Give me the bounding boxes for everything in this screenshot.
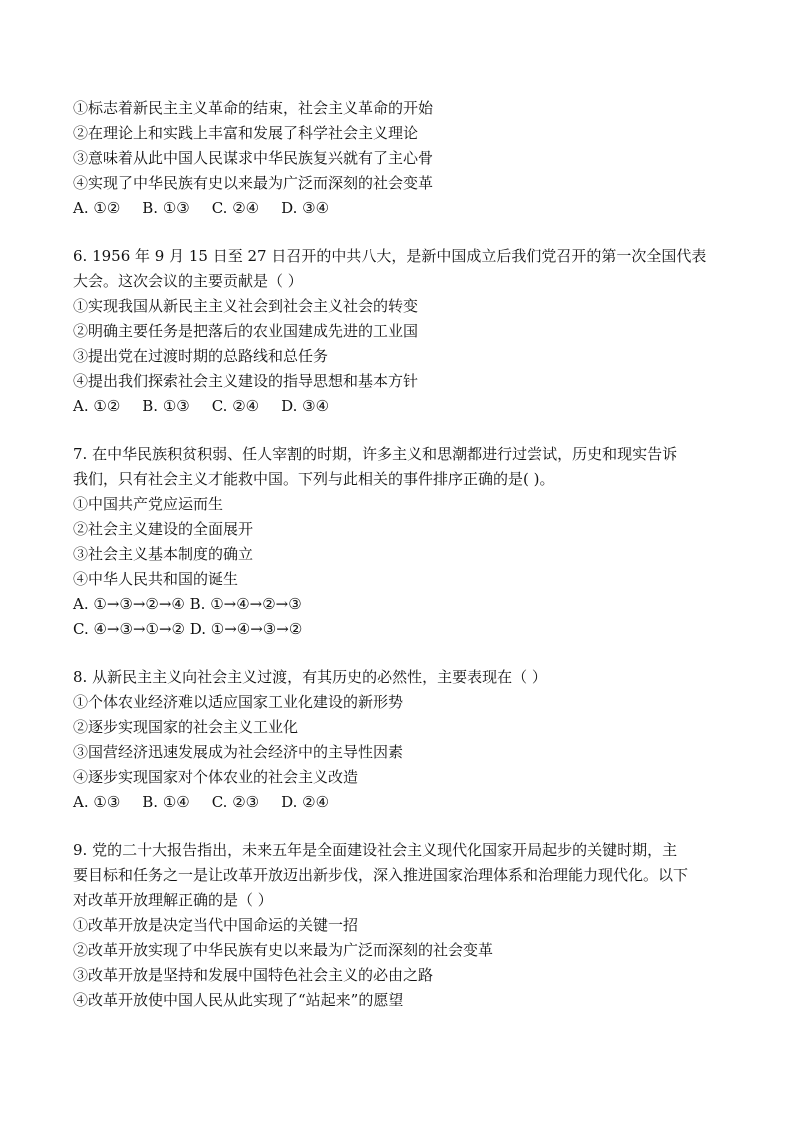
q6-option-c: C. ②④ <box>211 397 260 415</box>
question-9 <box>73 838 733 1013</box>
q6-option-b: B. ①③ <box>142 397 190 415</box>
q8-option-b: B. ①④ <box>142 793 190 811</box>
q9-stem-line-2: 要目标和任务之一是让改革开放迈出新步伐，深入推进国家治理体系和治理能力现代化。以下 <box>73 866 689 884</box>
q8-option-d: D. ②④ <box>281 793 330 811</box>
q9-statement-3: ③改革开放是坚持和发展中国特色社会主义的必由之路 <box>73 966 434 984</box>
q6-statement-1: ①实现我国从新民主主义社会到社会主义社会的转变 <box>73 297 419 315</box>
q6-statement-2: ②明确主要任务是把落后的农业国建成先进的工业国 <box>73 322 419 340</box>
q7-options-line-1: A. ①→③→②→④ B. ①→④→②→③ <box>73 595 302 613</box>
q5-option-a: A. ①② <box>73 199 121 217</box>
q5-options <box>73 196 733 221</box>
q7-statement-2: ②社会主义建设的全面展开 <box>73 520 254 538</box>
q5-option-b: B. ①③ <box>142 199 190 217</box>
q9-statement-4: ④改革开放使中国人民从此实现了“站起来”的愿望 <box>73 991 404 1009</box>
q6-statement-3: ③提出党在过渡时期的总路线和总任务 <box>73 347 329 365</box>
q8-statement-4: ④逐步实现国家对个体农业的社会主义改造 <box>73 768 359 786</box>
q5-option-c: C. ②④ <box>211 199 260 217</box>
q8-statement-3: ③国营经济迅速发展成为社会经济中的主导性因素 <box>73 743 404 761</box>
q7-stem-line-2: 我们，只有社会主义才能救中国。下列与此相关的事件排序正确的是( )。 <box>73 470 555 488</box>
q9-stem-line-3: 对改革开放理解正确的是（ ） <box>73 891 273 909</box>
q9-statement-2: ②改革开放实现了中华民族有史以来最为广泛而深刻的社会变革 <box>73 941 494 959</box>
q6-option-a: A. ①② <box>73 397 121 415</box>
q8-statement-2: ②逐步实现国家的社会主义工业化 <box>73 718 299 736</box>
q9-statement-1: ①改革开放是决定当代中国命运的关键一招 <box>73 916 359 934</box>
question-7 <box>73 442 733 642</box>
q7-statement-3: ③社会主义基本制度的确立 <box>73 545 254 563</box>
q6-options <box>73 394 733 419</box>
q7-statement-1: ①中国共产党应运而生 <box>73 495 224 513</box>
q5-statement-4: ④实现了中华民族有史以来最为广泛而深刻的社会变革 <box>73 174 434 192</box>
q8-stem: 8. 从新民主主义向社会主义过渡，有其历史的必然性，主要表现在（ ） <box>73 668 547 686</box>
q8-option-c: C. ②③ <box>211 793 260 811</box>
question-6 <box>73 244 733 419</box>
q5-statement-2: ②在理论上和实践上丰富和发展了科学社会主义理论 <box>73 124 419 142</box>
q7-options-line-2: C. ④→③→①→② D. ①→④→③→② <box>73 620 303 638</box>
q9-stem-line-1: 9. 党的二十大报告指出，未来五年是全面建设社会主义现代化国家开局起步的关键时期，主 <box>73 841 678 859</box>
q8-options <box>73 790 733 815</box>
q6-stem-line-1: 6. 1956 年 9 月 15 日至 27 日召开的中共八大，是新中国成立后我们党召开的第一次全国代表 <box>73 247 707 265</box>
q7-statement-4: ④中华人民共和国的诞生 <box>73 570 239 588</box>
document-page <box>73 96 733 1036</box>
q5-statement-1: ①标志着新民主主义革命的结束，社会主义革命的开始 <box>73 99 434 117</box>
question-8 <box>73 665 733 815</box>
q6-stem-line-2: 大会。这次会议的主要贡献是（ ） <box>73 272 303 290</box>
q6-option-d: D. ③④ <box>281 397 330 415</box>
q6-statement-4: ④提出我们探索社会主义建设的指导思想和基本方针 <box>73 372 419 390</box>
q5-statement-3: ③意味着从此中国人民谋求中华民族复兴就有了主心骨 <box>73 149 434 167</box>
question-5-tail <box>73 96 733 221</box>
q7-stem-line-1: 7. 在中华民族积贫积弱、任人宰割的时期，许多主义和思潮都进行过尝试，历史和现实告诉 <box>73 445 678 463</box>
q5-option-d: D. ③④ <box>281 199 330 217</box>
q8-statement-1: ①个体农业经济难以适应国家工业化建设的新形势 <box>73 693 404 711</box>
q8-option-a: A. ①③ <box>73 793 121 811</box>
